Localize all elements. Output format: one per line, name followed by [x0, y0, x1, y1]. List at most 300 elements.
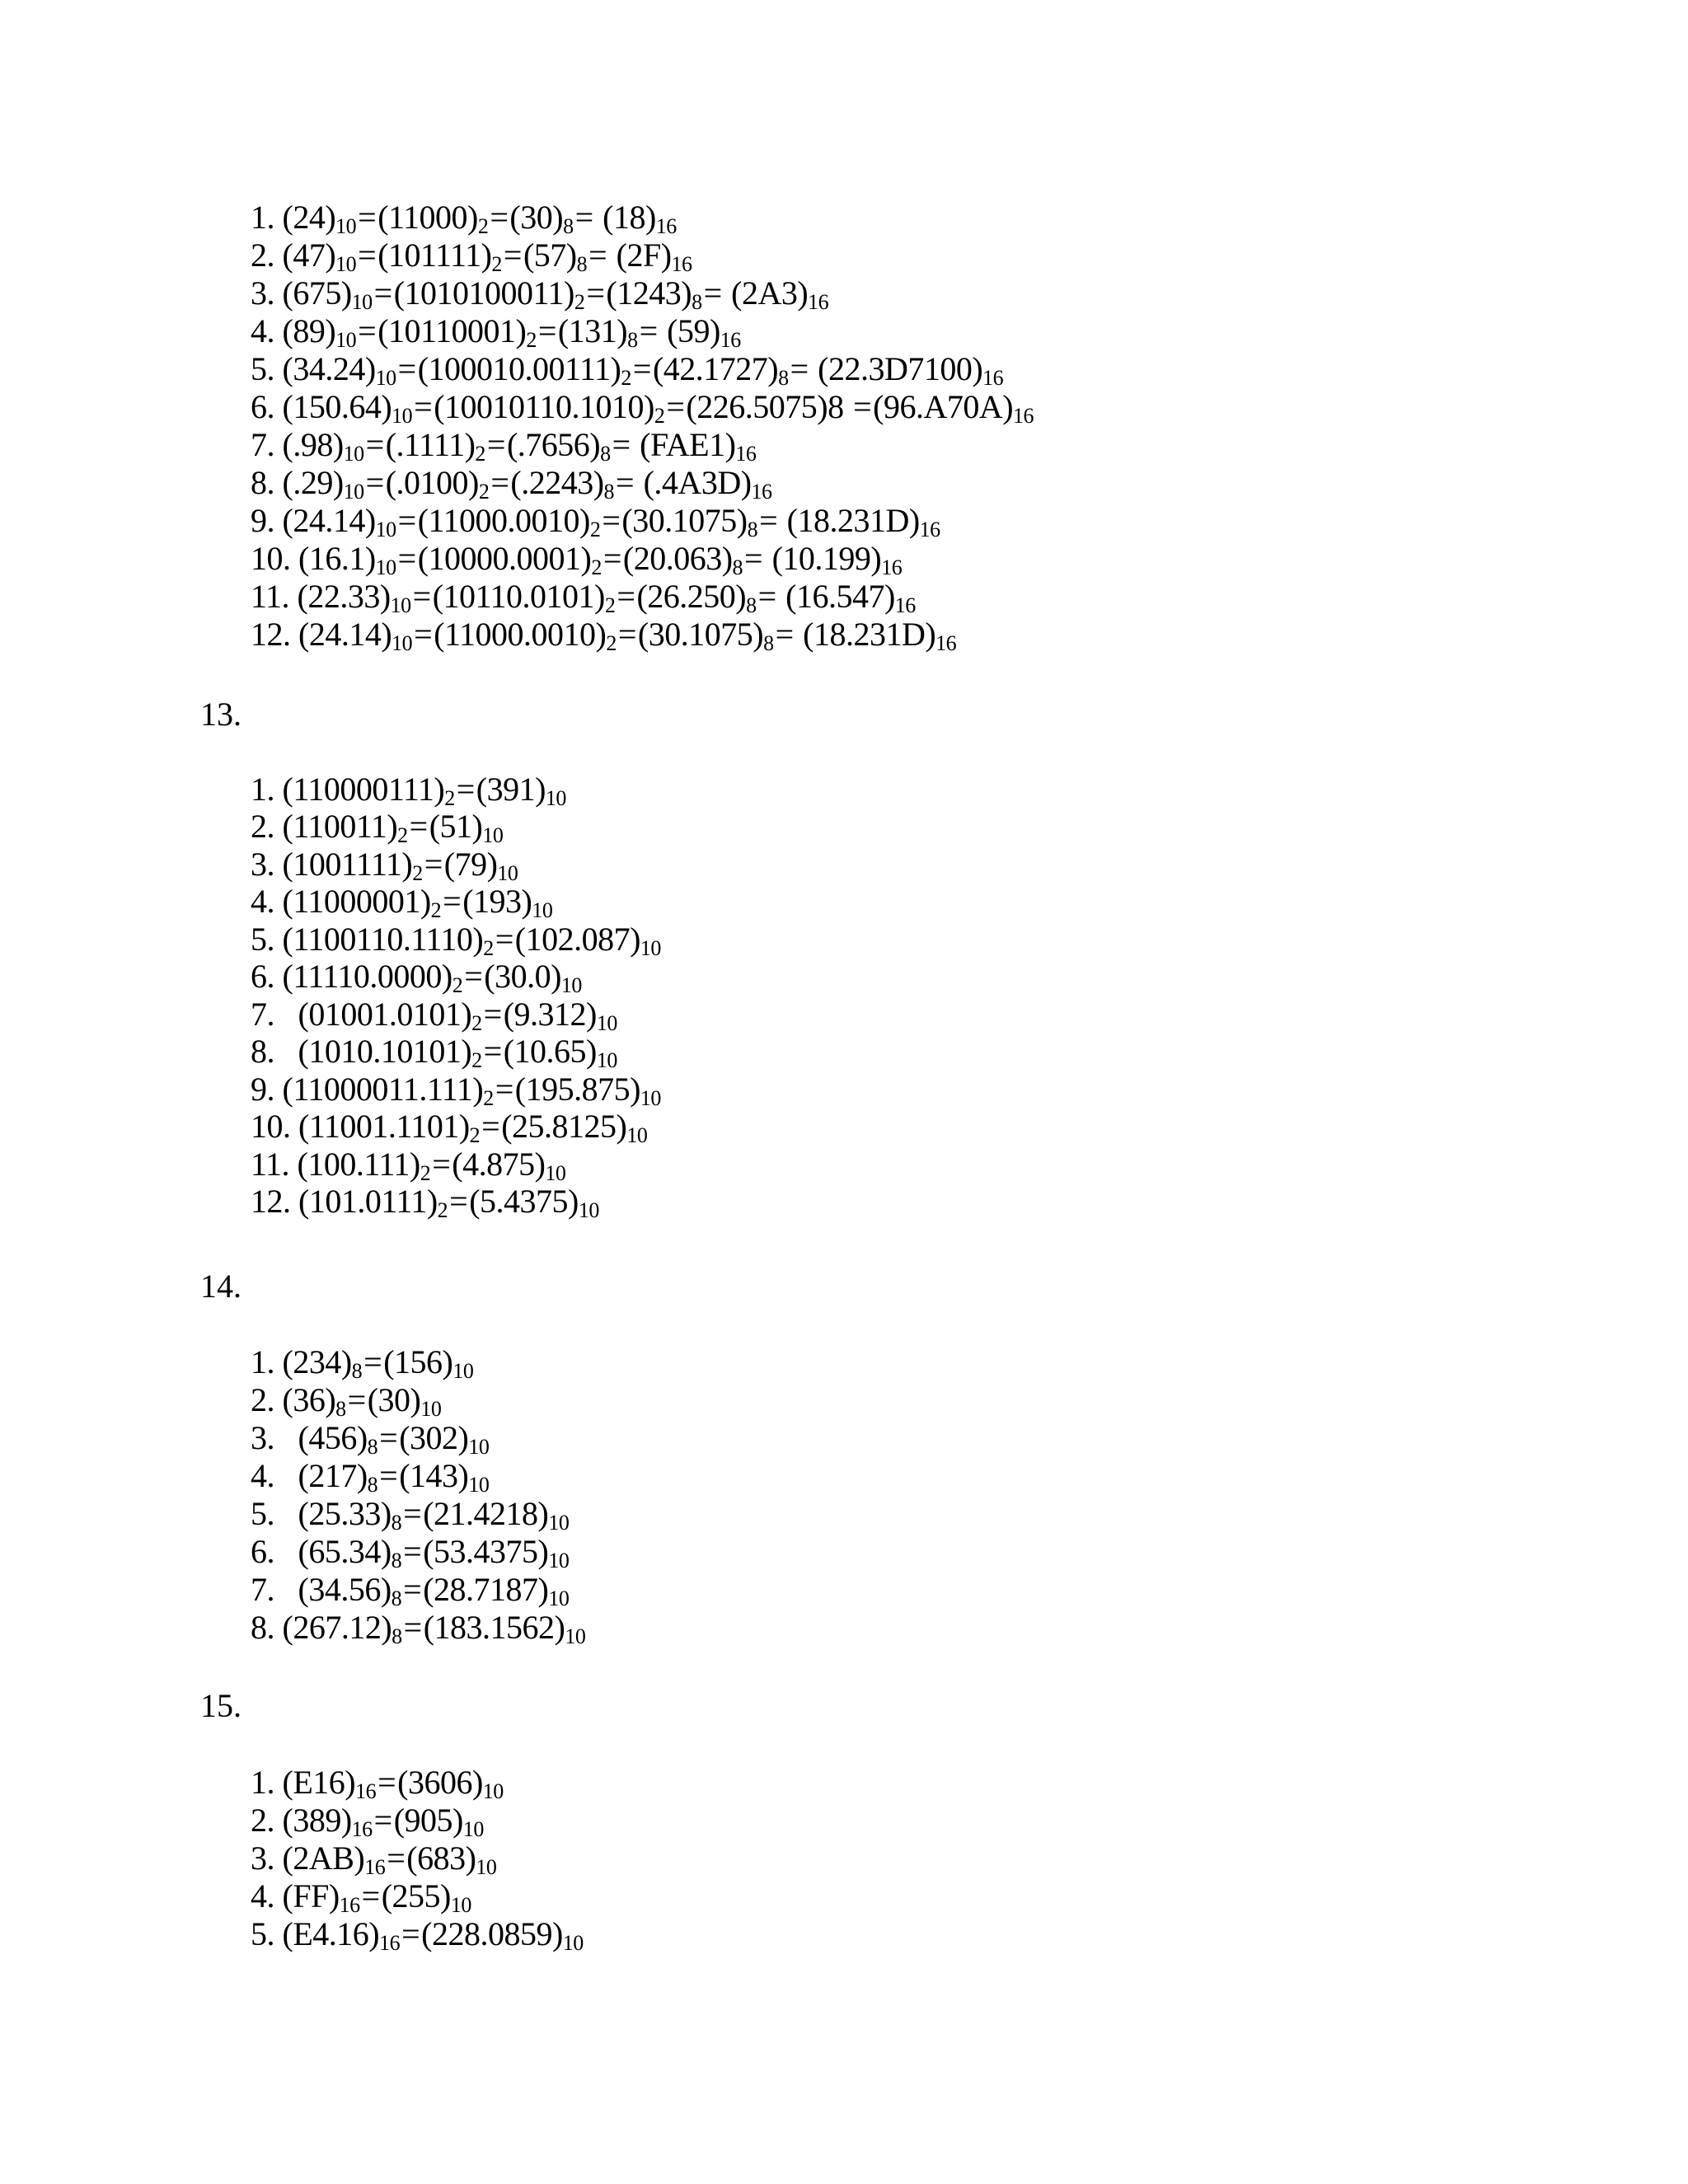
base-subscript: 2: [412, 861, 423, 885]
conversion-line: [251, 1108, 647, 1146]
base-subscript: 16: [935, 631, 957, 655]
number-value: (100.111): [297, 1146, 420, 1183]
base-subscript: 2: [475, 442, 485, 466]
base-subscript: 2: [469, 1123, 481, 1147]
number-value: (10000.0001): [417, 540, 592, 577]
base-subscript: 10: [565, 1624, 586, 1648]
equals-sign: =: [397, 502, 416, 539]
base-subscript: 10: [462, 1817, 484, 1841]
item-number: 6.: [251, 1533, 298, 1570]
number-value: (1001111): [282, 846, 413, 883]
equals-sign: =: [424, 846, 443, 883]
conversion-line: [251, 1609, 585, 1647]
number-value: (156): [383, 1343, 453, 1380]
number-value: (150.64): [282, 388, 392, 425]
equals-sign: =: [853, 388, 872, 425]
number-value: (131): [557, 312, 628, 349]
base-subscript: 10: [375, 366, 396, 390]
base-subscript: 8: [763, 631, 774, 655]
item-number: 8.: [251, 1609, 283, 1646]
number-value: (42.1727): [652, 350, 779, 387]
base-subscript: 2: [526, 328, 537, 352]
base-subscript: 16: [364, 1855, 386, 1879]
number-value: (217): [298, 1457, 368, 1494]
item-number: 7.: [251, 1571, 298, 1608]
number-value: (22.33): [297, 578, 391, 615]
number-value: (10.199): [764, 540, 882, 577]
base-subscript: 8: [627, 328, 638, 352]
conversion-line: [251, 1343, 473, 1381]
item-number: 1.: [251, 771, 283, 808]
number-value: (143): [399, 1457, 469, 1494]
number-value: (30.1075): [621, 502, 748, 539]
equals-sign: =: [403, 1495, 422, 1532]
number-value: (1010.10101): [298, 1033, 472, 1070]
base-subscript: 8: [747, 518, 758, 541]
base-subscript: 8: [391, 1549, 402, 1572]
base-subscript: 8: [732, 555, 743, 579]
item-number: 9.: [251, 502, 283, 539]
item-number: 1.: [251, 1343, 283, 1380]
base-subscript: 8: [600, 442, 611, 466]
equals-sign: =: [666, 388, 685, 425]
equals-sign: =: [537, 312, 556, 349]
number-value: (.7656): [506, 426, 601, 463]
conversion-line: [251, 199, 677, 237]
conversion-line: [251, 1381, 441, 1419]
equals-sign: =: [632, 350, 651, 387]
number-value: (30.1075): [637, 616, 764, 653]
number-value: (16.1): [298, 540, 376, 577]
equals-sign: =: [495, 1071, 513, 1108]
equals-sign: =: [365, 426, 384, 463]
item-number: 5.: [251, 921, 283, 958]
conversion-line: [251, 1457, 489, 1495]
conversion-line: [251, 1146, 565, 1183]
equals-sign: =: [397, 350, 416, 387]
item-number: 7.: [251, 996, 298, 1033]
conversion-line: [251, 350, 1003, 388]
item-number: 2.: [251, 1381, 283, 1418]
number-value: (2F): [608, 237, 672, 274]
base-subscript: 10: [548, 1511, 570, 1535]
conversion-line: [251, 1571, 569, 1609]
equals-sign: =: [358, 199, 377, 236]
conversion-line: [251, 312, 741, 350]
base-subscript: 2: [604, 593, 616, 617]
conversion-line: [251, 1764, 504, 1802]
base-subscript: 10: [482, 1779, 504, 1803]
base-subscript: 8: [778, 366, 789, 390]
number-value: (391): [476, 771, 546, 808]
conversion-line: [251, 237, 692, 274]
equals-sign: =: [481, 1108, 500, 1145]
equals-sign: =: [363, 1343, 382, 1380]
base-subscript: 2: [483, 936, 494, 960]
base-subscript: 10: [392, 631, 413, 655]
number-value: (22.3D7100): [809, 350, 983, 387]
equals-sign: =: [409, 808, 428, 845]
number-value: (34.56): [298, 1571, 392, 1608]
conversion-line: [251, 274, 828, 312]
base-subscript: 10: [560, 973, 582, 997]
base-subscript: 16: [919, 518, 940, 541]
equals-sign: =: [612, 426, 631, 463]
conversion-line: [251, 958, 582, 996]
base-subscript: 2: [606, 631, 617, 655]
conversion-line: [251, 388, 1034, 426]
base-subscript: 16: [982, 366, 1004, 390]
conversion-line: [251, 1495, 569, 1533]
base-subscript: 10: [626, 1123, 648, 1147]
number-value: (11110.0000): [282, 958, 452, 995]
equals-sign: =: [414, 388, 433, 425]
base-subscript: 10: [578, 1198, 599, 1222]
equals-sign: =: [639, 312, 658, 349]
equals-sign: =: [464, 958, 483, 995]
conversion-line: [251, 502, 940, 540]
base-subscript: 8: [367, 1473, 378, 1497]
item-number: 4.: [251, 1877, 283, 1915]
conversion-line: [251, 846, 518, 883]
equals-sign: =: [373, 1802, 392, 1839]
base-subscript: 10: [392, 404, 413, 428]
number-value: (2A3): [723, 274, 809, 312]
equals-sign: =: [495, 921, 513, 958]
number-value: (1243): [606, 274, 692, 312]
number-value: (183.1562): [423, 1609, 565, 1646]
base-subscript: 10: [335, 214, 357, 238]
conversion-line: [251, 1183, 599, 1221]
conversion-line: [251, 883, 552, 921]
conversion-line: [251, 771, 566, 808]
number-value: (234): [282, 1343, 352, 1380]
number-value: (1010100011): [393, 274, 574, 312]
number-value: (24.14): [298, 616, 392, 653]
item-number: 3.: [251, 1419, 298, 1456]
base-subscript: 2: [430, 898, 442, 922]
item-number: 12.: [251, 1183, 298, 1220]
item-number: 1.: [251, 199, 283, 236]
number-value: (110011): [282, 808, 398, 845]
section-header: 13.: [200, 696, 241, 733]
number-value: (10110001): [377, 312, 527, 349]
conversion-line: [251, 578, 916, 616]
item-number: 5.: [251, 1495, 298, 1532]
item-number: 10.: [251, 540, 298, 577]
equals-sign: =: [486, 426, 505, 463]
equals-sign: =: [503, 237, 522, 274]
number-value: (389): [282, 1802, 352, 1839]
number-value: (47): [282, 237, 336, 274]
conversion-line: [251, 1071, 661, 1108]
base-subscript: 10: [596, 1011, 617, 1035]
base-subscript: 2: [591, 555, 602, 579]
number-value: (30.0): [484, 958, 561, 995]
base-subscript: 8: [563, 214, 574, 238]
item-number: 4.: [251, 312, 283, 349]
number-value: (E16): [282, 1764, 356, 1801]
equals-sign: =: [387, 1840, 406, 1877]
base-subscript: 2: [444, 786, 455, 810]
base-subscript: 2: [483, 1086, 494, 1110]
number-value: (102.087): [514, 921, 640, 958]
number-value: (FF): [282, 1877, 340, 1915]
item-number: 11.: [251, 1146, 298, 1183]
number-value: (E4.16): [282, 1915, 380, 1952]
item-number: 6.: [251, 958, 283, 995]
base-subscript: 2: [491, 252, 502, 276]
base-subscript: 8: [692, 290, 702, 314]
base-subscript: 10: [351, 290, 373, 314]
base-subscript: 10: [343, 480, 364, 504]
item-number: 8.: [251, 1033, 298, 1070]
equals-sign: =: [403, 1571, 422, 1608]
number-value: (10010110.1010): [434, 388, 654, 425]
number-value: (2AB): [282, 1840, 365, 1877]
base-subscript: 2: [471, 1048, 482, 1072]
equals-sign: =: [379, 1457, 398, 1494]
equals-sign: =: [456, 771, 475, 808]
base-subscript: 16: [355, 1779, 377, 1803]
equals-sign: =: [588, 237, 607, 274]
number-value: (11000.0010): [434, 616, 607, 653]
number-value: (.1111): [385, 426, 476, 463]
base-subscript: 8: [576, 252, 588, 276]
equals-sign: =: [403, 1533, 422, 1570]
number-value: (89): [282, 312, 336, 349]
equals-sign: =: [617, 578, 635, 615]
conversion-line: [251, 1840, 496, 1877]
equals-sign: =: [490, 464, 509, 501]
item-number: 6.: [251, 388, 283, 425]
number-value: (.2243): [510, 464, 604, 501]
base-subscript: 10: [562, 1931, 584, 1955]
number-value: (20.063): [622, 540, 733, 577]
base-subscript: 10: [476, 1855, 497, 1879]
item-number: 8.: [251, 464, 283, 501]
number-value: (267.12): [282, 1609, 392, 1646]
equals-sign: =: [358, 237, 377, 274]
base-subscript: 10: [420, 1397, 442, 1421]
conversion-line: [251, 1033, 617, 1071]
base-subscript: 2: [621, 366, 631, 390]
base-subscript: 10: [375, 518, 396, 541]
conversion-line: [251, 1915, 584, 1953]
base-subscript: 8: [746, 593, 757, 617]
number-value: (.0100): [385, 464, 479, 501]
base-subscript: 10: [545, 786, 566, 810]
base-subscript: 16: [720, 328, 741, 352]
number-value: (11000001): [282, 883, 431, 920]
number-value: (195.875): [514, 1071, 640, 1108]
item-number: 9.: [251, 1071, 283, 1108]
item-number: 2.: [251, 237, 283, 274]
conversion-line: [251, 464, 772, 502]
section-header: 15.: [200, 1687, 241, 1724]
base-subscript: 8: [367, 1435, 378, 1459]
number-value: (10110.0101): [432, 578, 605, 615]
item-number: 11.: [251, 578, 298, 615]
base-subscript: 16: [808, 290, 829, 314]
number-value: (9.312): [503, 996, 597, 1033]
equals-sign: =: [483, 1033, 502, 1070]
item-number: 3.: [251, 846, 283, 883]
conversion-line: [251, 1802, 484, 1840]
number-value: (30): [509, 199, 564, 236]
base-subscript: 10: [335, 328, 357, 352]
number-value: (FAE1): [631, 426, 736, 463]
number-value: (4.875): [452, 1146, 546, 1183]
base-subscript: 10: [532, 898, 553, 922]
number-value: (57): [523, 237, 577, 274]
equals-sign: =: [379, 1419, 398, 1456]
base-subscript: 16: [735, 442, 757, 466]
equals-sign: =: [361, 1877, 380, 1915]
number-value: (.98): [282, 426, 344, 463]
number-value: (51): [429, 808, 483, 845]
base-subscript: 8: [335, 1397, 346, 1421]
number-value: (1100110.1110): [282, 921, 484, 958]
base-subscript: 10: [596, 1048, 617, 1072]
number-value: (.29): [282, 464, 344, 501]
item-number: 7.: [251, 426, 283, 463]
equals-sign: =: [602, 502, 621, 539]
number-value: (101111): [377, 237, 492, 274]
number-value: (683): [406, 1840, 476, 1877]
base-subscript: 10: [548, 1549, 570, 1572]
base-subscript: 16: [655, 214, 677, 238]
base-subscript: 10: [375, 555, 396, 579]
item-number: 10.: [251, 1108, 298, 1145]
base-subscript: 10: [452, 1359, 474, 1383]
number-value: (26.250): [636, 578, 747, 615]
equals-sign: =: [574, 199, 593, 236]
base-subscript: 8: [392, 1624, 402, 1648]
equals-sign: =: [586, 274, 605, 312]
conversion-line: [251, 808, 503, 846]
base-subscript: 16: [1013, 404, 1034, 428]
equals-sign: =: [744, 540, 763, 577]
base-subscript: 10: [545, 1161, 566, 1185]
equals-sign: =: [397, 540, 416, 577]
number-value: (24): [282, 199, 336, 236]
base-subscript: 10: [335, 252, 357, 276]
conversion-line: [251, 1419, 489, 1457]
equals-sign: =: [449, 1183, 468, 1220]
equals-sign: =: [483, 996, 502, 1033]
number-value: (193): [462, 883, 532, 920]
equals-sign: =: [347, 1381, 366, 1418]
equals-sign: =: [775, 616, 794, 653]
number-value: (11000): [377, 199, 478, 236]
base-subscript: 2: [654, 404, 665, 428]
item-number: 12.: [251, 616, 298, 653]
base-subscript: 8: [391, 1511, 402, 1535]
equals-sign: =: [414, 616, 433, 653]
base-subscript: 16: [894, 593, 916, 617]
equals-sign: =: [443, 883, 462, 920]
base-subscript: 10: [450, 1893, 471, 1917]
number-value: (65.34): [298, 1533, 392, 1570]
conversion-line: [251, 1877, 471, 1915]
base-subscript: 2: [437, 1198, 448, 1222]
number-value: (3606): [397, 1764, 483, 1801]
base-subscript: 10: [390, 593, 411, 617]
base-subscript: 16: [339, 1893, 360, 1917]
conversion-line: [251, 616, 956, 654]
base-subscript: 8: [603, 480, 615, 504]
number-value: (53.4375): [423, 1533, 549, 1570]
number-value: (11001.1101): [298, 1108, 470, 1145]
number-value: (675): [282, 274, 352, 312]
item-number: 3.: [251, 1840, 283, 1877]
number-value: (01001.0101): [298, 996, 472, 1033]
number-value: (25.33): [298, 1495, 392, 1532]
number-value: (18.231D): [779, 502, 920, 539]
number-value: (79): [443, 846, 498, 883]
base-subscript: 2: [574, 290, 585, 314]
equals-sign: =: [617, 616, 636, 653]
number-value: (24.14): [282, 502, 376, 539]
conversion-line: [251, 540, 902, 578]
item-number: 5.: [251, 1915, 283, 1952]
number-value: (34.24): [282, 350, 376, 387]
number-value: (905): [393, 1802, 463, 1839]
base-subscript: 10: [468, 1473, 490, 1497]
number-value: (101.0111): [298, 1183, 438, 1220]
number-value: (25.8125): [501, 1108, 627, 1145]
equals-sign: =: [759, 502, 778, 539]
number-value: (100010.00111): [417, 350, 621, 387]
item-number: 2.: [251, 1802, 283, 1839]
equals-sign: =: [401, 1915, 420, 1952]
base-subscript: 16: [881, 555, 903, 579]
item-number: 2.: [251, 808, 283, 845]
base-subscript: 2: [589, 518, 601, 541]
item-number: 3.: [251, 274, 283, 312]
equals-sign: =: [365, 464, 384, 501]
base-subscript: 10: [640, 1086, 661, 1110]
equals-sign: =: [703, 274, 722, 312]
base-subscript: 10: [468, 1435, 490, 1459]
base-subscript: 8: [351, 1359, 363, 1383]
number-value: (18): [594, 199, 656, 236]
base-subscript: 2: [477, 214, 489, 238]
number-value: (.4A3D): [635, 464, 752, 501]
number-value: (96.A70A): [873, 388, 1014, 425]
item-number: 5.: [251, 350, 283, 387]
number-value: (21.4218): [423, 1495, 549, 1532]
equals-sign: =: [790, 350, 809, 387]
number-value: (36): [282, 1381, 336, 1418]
conversion-line: [251, 996, 617, 1033]
equals-sign: =: [432, 1146, 451, 1183]
number-value: (28.7187): [423, 1571, 549, 1608]
number-value: (18.231D): [795, 616, 936, 653]
base-subscript: 8: [391, 1586, 402, 1610]
equals-sign: =: [373, 274, 392, 312]
base-subscript: 10: [497, 861, 518, 885]
item-number: 4.: [251, 883, 283, 920]
number-value: (110000111): [282, 771, 445, 808]
equals-sign: =: [490, 199, 509, 236]
equals-sign: =: [616, 464, 635, 501]
base-subscript: 16: [671, 252, 692, 276]
section-header: 14.: [200, 1268, 241, 1305]
base-subscript: 16: [351, 1817, 373, 1841]
base-subscript: 2: [420, 1161, 431, 1185]
